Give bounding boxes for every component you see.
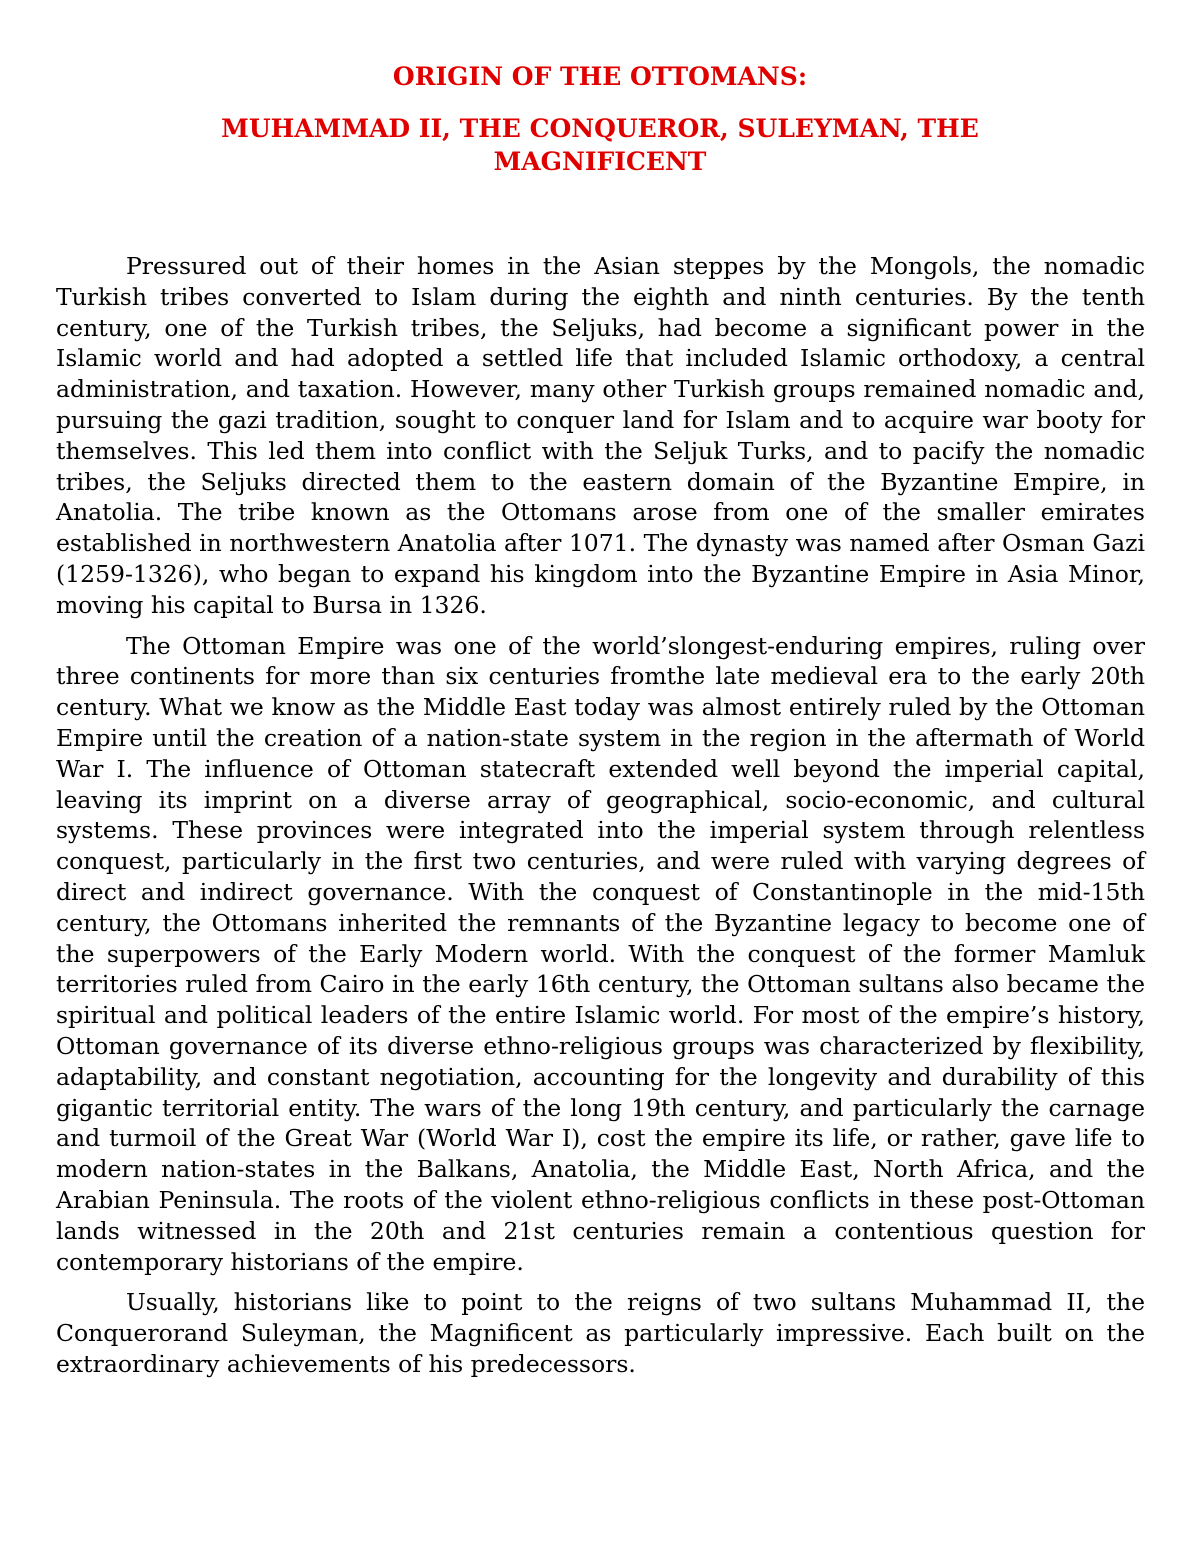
document-body bbox=[56, 251, 1145, 1390]
document-title: ORIGIN OF THE OTTOMANS: bbox=[392, 62, 808, 91]
document-subtitle: MUHAMMAD II, THE CONQUEROR, SULEYMAN, THE MAGNIFICENT bbox=[221, 114, 979, 176]
paragraph-2: The Ottoman Empire was one of the world’slongest-enduring empires, ruling over three continents for more than six centuries fromthe late medieval era to the early 20th century. What we know as the Middle East today was almost entirely ruled by the Ottoman Empire until the creation of a nation-state system in the region in the aftermath of World War I. The influence of Ottoman statecraft extended well beyond the imperial capital, leaving its imprint on a diverse array of geographical, socio-economic, and cultural systems. These provinces were integrated into the imperial system through relentless conquest, particularly in the first two centuries, and were ruled with varying degrees of direct and indirect governance. With the conquest of Constantinople in the mid-15th century, the Ottomans inherited the remnants of the Byzantine legacy to become one of the superpowers of the Early Modern world. With the conquest of the former Mamluk territories ruled from Cairo in the early 16th century, the Ottoman sultans also became the spiritual and political leaders of the entire Islamic world. For most of the empire’s history, Ottoman governance of its diverse ethno-religious groups was characterized by flexibility, adaptability, and constant negotiation, accounting for the longevity and durability of this gigantic territorial entity. The wars of the long 19th century, and particularly the carnage and turmoil of the Great War (World War I), cost the empire its life, or rather, gave life to modern nation-states in the Balkans, Anatolia, the Middle East, North Africa, and the Arabian Peninsula. The roots of the violent ethno-religious conflicts in these post-Ottoman lands witnessed in the 20th and 21st centuries remain a contentious question for contemporary historians of the empire. bbox=[56, 631, 1145, 1276]
paragraph-3: Usually, historians like to point to the reigns of two sultans Muhammad II, the Conquerorand Suleyman, the Magnificent as particularly impressive. Each built on the extraordinary achievements of his predecessors. bbox=[56, 1288, 1145, 1378]
paragraph-1: Pressured out of their homes in the Asian steppes by the Mongols, the nomadic Turkish tribes converted to Islam during the eighth and ninth centuries. By the tenth century, one of the Turkish tribes, the Seljuks, had become a significant power in the Islamic world and had adopted a settled life that included Islamic orthodoxy, a central administration, and taxation. However, many other Turkish groups remained nomadic and, pursuing the gazi tradition, sought to conquer land for Islam and to acquire war booty for themselves. This led them into conflict with the Seljuk Turks, and to pacify the nomadic tribes, the Seljuks directed them to the eastern domain of the Byzantine Empire, in Anatolia. The tribe known as the Ottomans arose from one of the smaller emirates established in northwestern Anatolia after 1071. The dynasty was named after Osman Gazi (1259-1326), who began to expand his kingdom into the Byzantine Empire in Asia Minor, moving his capital to Bursa in 1326. bbox=[56, 252, 1145, 619]
